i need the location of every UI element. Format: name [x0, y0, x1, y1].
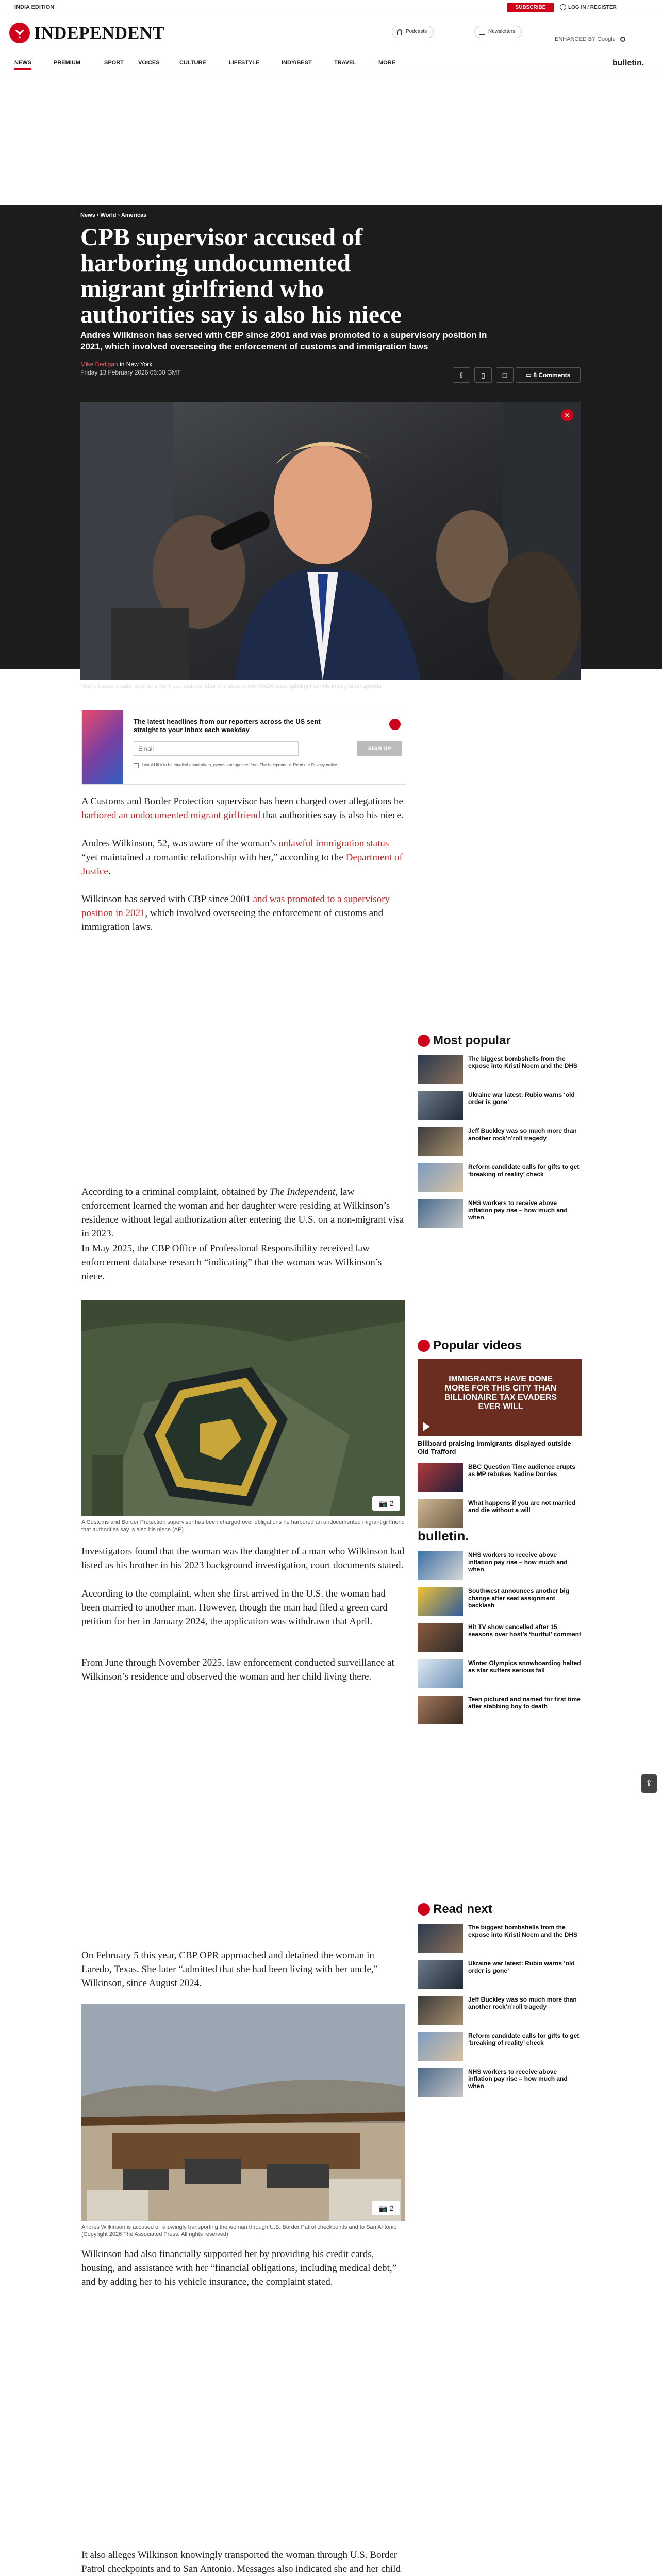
bookmark-icon: ▯	[481, 371, 485, 379]
video-thumbnail	[418, 1499, 463, 1528]
newsletter-email-input[interactable]	[134, 741, 299, 756]
site-logo[interactable]: INDEPENDENT	[34, 24, 164, 43]
most-popular-item[interactable]: Reform candidate calls for gifts to get ‘breaking of reality’ check	[418, 1163, 583, 1192]
nav-lifestyle[interactable]: LIFESTYLE	[229, 60, 260, 66]
paragraph: Investigators found that the woman was the daughter of a man who Wilkinson had listed as his brother in his 2023 background investigation, court documents stated.	[81, 1546, 405, 1571]
read-next-item[interactable]: Reform candidate calls for gifts to get ‘breaking of reality’ check	[418, 2032, 583, 2061]
article-thumbnail	[418, 1587, 463, 1616]
logo-eagle-icon	[418, 1340, 430, 1352]
video-item[interactable]: BBC Question Time audience erupts as MP rebukes Nadine Dorries	[418, 1463, 583, 1492]
nav-indybest[interactable]: INDY/BEST	[282, 60, 312, 66]
gift-icon: □	[502, 371, 507, 379]
article-thumbnail	[418, 1924, 463, 1953]
author-link[interactable]: Mike Bedigan	[80, 361, 118, 368]
bulletin-item[interactable]: Hit TV show cancelled after 15 seasons over host’s ‘hurtful’ comment	[418, 1623, 583, 1652]
article-thumbnail	[418, 1659, 463, 1688]
most-popular-item[interactable]: The biggest bombshells from the expose into Kristi Noem and the DHS	[418, 1055, 583, 1084]
video-item[interactable]: What happens if you are not married and die without a will	[418, 1499, 583, 1528]
most-popular-title: Most popular	[418, 1033, 583, 1048]
newsletters-button[interactable]: Newsletters	[474, 26, 522, 38]
newsletter-title: The latest headlines from our reporters across the US sent straight to your inbox each weekday	[134, 718, 321, 734]
video-banner-text: IMMIGRANTS HAVE DONE MORE FOR THIS CITY THAN BILLIONAIRE TAX EVADERS EVER WILL	[444, 1375, 557, 1411]
read-next-title: Read next	[418, 1902, 583, 1917]
article-image-badge[interactable]	[81, 1300, 405, 1516]
headphones-icon	[397, 29, 402, 35]
floating-share-button[interactable]	[641, 1774, 657, 1793]
hero-video[interactable]	[80, 402, 581, 680]
podcasts-button[interactable]: Podcasts	[392, 26, 434, 38]
play-icon	[423, 1422, 430, 1431]
hero-caption: Trump blasts female reporter’s ‘very bad attitude’ after she asks about MAGA base splitting from his immigration agenda	[80, 683, 382, 689]
inline-link[interactable]: harbored an undocumented migrant girlfriend	[81, 810, 261, 821]
featured-video-caption[interactable]: Billboard praising immigrants displayed outside Old Trafford	[418, 1439, 571, 1455]
paragraph: Wilkinson had also financially supported her by providing his credit cards, housing, and assistance with her “financial obligations, including medical debt,” and by adding her to his vehicle insurance, the complaint stated.	[81, 2249, 397, 2287]
paragraph: In May 2025, the CBP Office of Professional Responsibility received law enforcement database research “indicating” that the woman was Wilkinson’s niece.	[81, 1243, 382, 1282]
gallery-count-button[interactable]: 📷 2	[372, 1496, 400, 1511]
nav-more[interactable]: MORE	[378, 60, 395, 66]
nav-premium[interactable]: PREMIUM	[54, 60, 80, 66]
article-thumbnail	[418, 1055, 463, 1084]
video-thumbnail	[418, 1463, 463, 1492]
bulletin-item[interactable]: NHS workers to receive above inflation pay rise – how much and when	[418, 1551, 583, 1580]
page-title: CPB supervisor accused of harboring undocumented migrant girlfriend who authorities say is also his niece	[80, 224, 402, 328]
camera-icon: 📷	[378, 2204, 388, 2212]
border-wall-image	[81, 2004, 405, 2221]
breadcrumb[interactable]: News › World › Americas	[80, 212, 147, 218]
article-thumbnail	[418, 1960, 463, 1989]
read-next-section	[418, 1902, 583, 2097]
mail-icon	[479, 30, 485, 35]
nav-culture[interactable]: CULTURE	[179, 60, 206, 66]
newsletter-consent-text: I would like to be emailed about offers, events and updates from The Independent. Read our Privacy notice	[142, 762, 337, 767]
search-icon	[620, 37, 625, 42]
newsletter-signup	[81, 710, 406, 785]
logo-eagle-icon	[418, 1903, 430, 1916]
hero-video-image	[80, 402, 581, 680]
article-thumbnail	[418, 1623, 463, 1652]
gift-button[interactable]	[496, 367, 514, 383]
most-popular-item[interactable]: Ukraine war latest: Rubio warns ‘old order is gone’	[418, 1091, 583, 1120]
paragraph: Wilkinson has served with CBP since 2001 and was promoted to a supervisory position in 2021, which involved overseeing the enforcement of customs and immigration laws.	[81, 894, 390, 933]
paragraph: According to the complaint, when she first arrived in the U.S. the woman had been married to another man. However, though the man had filed a green card petition for her in January 2024, the application was withdrawn that April.	[81, 1588, 388, 1627]
edition-selector[interactable]: INDIA EDITION	[14, 4, 55, 10]
inline-link[interactable]: and was promoted to a supervisory position in 2021	[81, 894, 390, 919]
search-bar[interactable]: ENHANCED BY Google	[555, 36, 625, 42]
newsletter-signup-button[interactable]: SIGN UP	[357, 741, 402, 756]
subscribe-button[interactable]: SUBSCRIBE	[507, 3, 554, 12]
newsletter-image	[82, 710, 123, 784]
popular-videos-section	[418, 1338, 583, 1528]
top-strip	[0, 0, 662, 15]
nav-voices[interactable]: VOICES	[138, 60, 160, 66]
article-thumbnail	[418, 1551, 463, 1580]
byline	[80, 361, 152, 368]
image-caption: A Customs and Border Protection supervisor has been charged over obligations he harbored an undocumented migrant girlfriend that authorities say is also his niece (AP)	[81, 1519, 405, 1533]
read-next-item[interactable]: Ukraine war latest: Rubio warns ‘old order is gone’	[418, 1960, 583, 1989]
author-location: in New York	[120, 361, 153, 368]
camera-icon: 📷	[378, 1499, 388, 1507]
paragraph: On February 5 this year, CBP OPR approached and detained the woman in Laredo, Texas. She later “admitted that she had been living with her uncle,” Wilkinson, since August 2024.	[81, 1950, 378, 1989]
article-thumbnail	[418, 2068, 463, 2097]
share-button[interactable]	[453, 367, 470, 383]
close-video-icon[interactable]: ✕	[561, 409, 573, 421]
bulletin-item[interactable]: Southwest announces another big change after seat assignment backlash	[418, 1587, 583, 1616]
share-icon: ⇪	[458, 371, 465, 379]
logo-eagle-icon[interactable]	[9, 23, 30, 43]
logo-eagle-icon	[418, 1035, 430, 1047]
article-thumbnail	[418, 2032, 463, 2061]
article-thumbnail	[418, 1996, 463, 2025]
bulletin-item[interactable]: Teen pictured and named for first time after stabbing boy to death	[418, 1696, 583, 1724]
paragraph: A Customs and Border Protection supervisor has been charged over allegations he harbored an undocumented migrant girlfriend that authorities say is also his niece.	[81, 796, 404, 821]
bulletin-section	[418, 1528, 583, 1724]
most-popular-item[interactable]: NHS workers to receive above inflation pay rise – how much and when	[418, 1199, 583, 1228]
most-popular-section	[418, 1033, 583, 1228]
read-next-item[interactable]: Jeff Buckley was so much more than another rock’n’roll tragedy	[418, 1996, 583, 2025]
border-patrol-patch-image	[81, 1300, 405, 1516]
share-icon: ⇪	[646, 1779, 653, 1788]
image-caption: Andres Wilkinson is accused of knowingly transporting the woman through U.S. Border Patrol checkpoints and to San Antonio (Copyright 2026 The Associated Press. All rights reserved)	[81, 2224, 397, 2238]
nav-travel[interactable]: TRAVEL	[334, 60, 357, 66]
paragraph: From June through November 2025, law enforcement conducted surveillance at Wilkinson’s residence and observed the woman and her child living there.	[81, 1657, 394, 1682]
article-thumbnail	[418, 1127, 463, 1156]
bulletin-link[interactable]: bulletin.	[613, 59, 644, 67]
nav-sport[interactable]: SPORT	[104, 60, 124, 66]
article-image-border[interactable]	[81, 2004, 405, 2221]
paragraph: It also alleges Wilkinson knowingly transported the woman through U.S. Border Patrol checkpoints and to San Antonio. Messages also indicated she and her child	[81, 2550, 401, 2574]
article-thumbnail	[418, 1163, 463, 1192]
article-thumbnail	[418, 1696, 463, 1724]
gallery-count-button[interactable]: 📷 2	[372, 2201, 400, 2215]
newsletter-consent-checkbox[interactable]	[134, 763, 139, 768]
login-register-link[interactable]: LOG IN / REGISTER	[560, 3, 648, 12]
inline-link[interactable]: Department of Justice	[81, 852, 403, 877]
main-nav	[0, 57, 662, 71]
bulletin-logo[interactable]: bulletin.	[418, 1528, 469, 1544]
bulletin-item[interactable]: Winter Olympics snowboarding halted as star suffers serious fall	[418, 1659, 583, 1688]
read-next-item[interactable]: The biggest bombshells from the expose into Kristi Noem and the DHS	[418, 1924, 583, 1953]
bookmark-button[interactable]	[474, 367, 492, 383]
article-thumbnail	[418, 1199, 463, 1228]
popular-videos-title: Popular videos	[418, 1338, 583, 1353]
read-next-item[interactable]: NHS workers to receive above inflation pay rise – how much and when	[418, 2068, 583, 2097]
publish-date: Friday 13 February 2026 06:30 GMT	[80, 369, 181, 376]
featured-video[interactable]	[418, 1359, 582, 1436]
newsletter-logo-icon	[389, 719, 401, 730]
comment-icon: ▭	[525, 371, 532, 379]
article-standfirst: Andres Wilkinson has served with CBP since 2001 and was promoted to a supervisory position in 2021, which involved overseeing the enforcement of customs and immigration laws	[80, 330, 487, 351]
nav-news[interactable]: NEWS	[14, 60, 31, 70]
paragraph: Andres Wilkinson, 52, was aware of the woman’s unlawful immigration status “yet maintained a romantic relationship with her,” according to the Department of Justice.	[81, 838, 403, 877]
inline-link[interactable]: unlawful immigration status	[278, 838, 389, 849]
comments-count-button[interactable]: ▭ 8 Comments	[516, 367, 581, 383]
most-popular-item[interactable]: Jeff Buckley was so much more than another rock’n’roll tragedy	[418, 1127, 583, 1156]
paragraph: According to a criminal complaint, obtained by The Independent, law enforcement learned the woman and her daughter were residing at Wilkinson’s residence without legal authorization after entering the U.S. on a non-migrant visa in 2023.	[81, 1187, 404, 1239]
article-thumbnail	[418, 1091, 463, 1120]
user-icon	[560, 4, 566, 10]
